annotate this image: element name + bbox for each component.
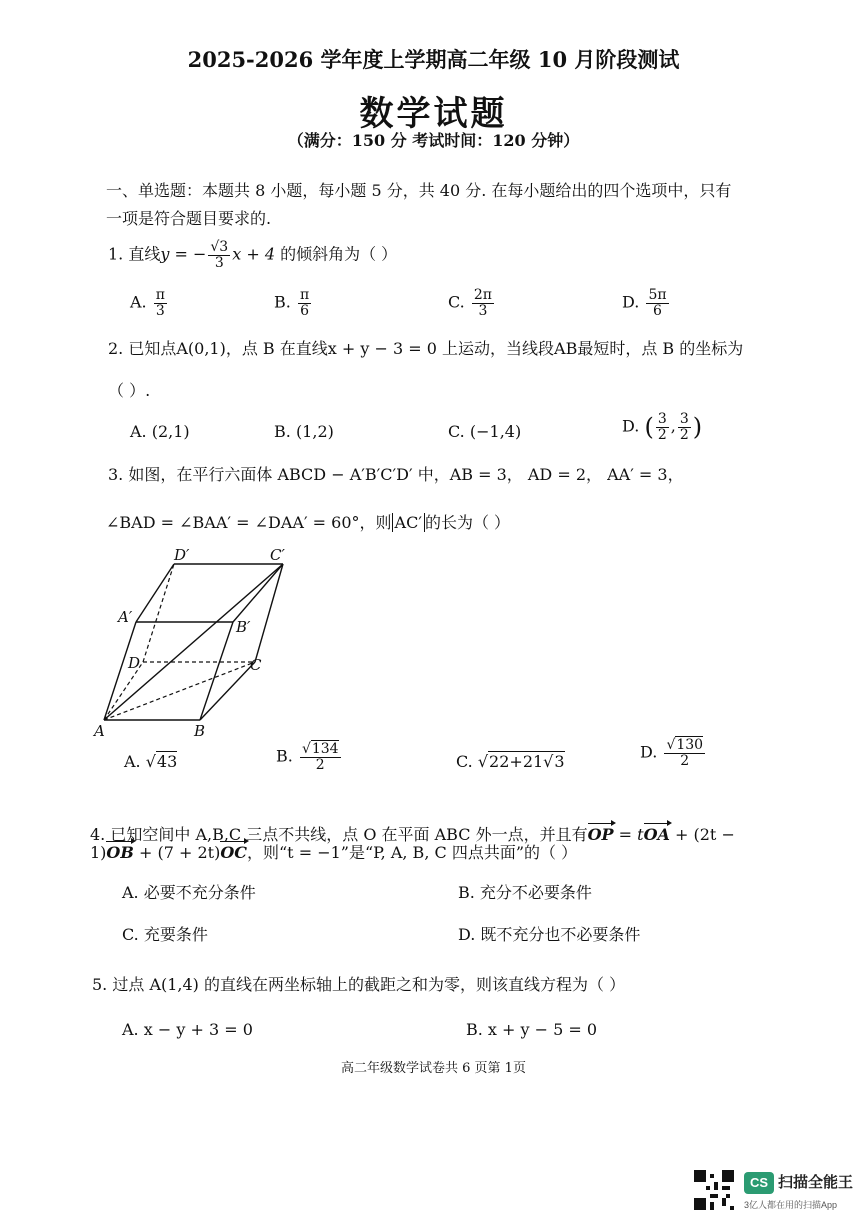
option-text: (−1,4) bbox=[469, 422, 522, 441]
option-label: D. bbox=[640, 742, 658, 762]
question-2-line2: （ ）. bbox=[108, 381, 151, 400]
scanner-app-name: 扫描全能王 bbox=[778, 1174, 854, 1191]
option-fraction bbox=[656, 412, 669, 442]
frac-num: 5π bbox=[648, 287, 667, 303]
q3-option-b bbox=[276, 742, 343, 772]
question-4-line2 bbox=[90, 840, 577, 863]
vector-ob: OB bbox=[106, 843, 134, 862]
frac-den: 6 bbox=[300, 302, 309, 319]
option-fraction bbox=[298, 288, 311, 318]
q1-option-a bbox=[130, 288, 169, 318]
scanner-logo-icon: CS bbox=[744, 1172, 774, 1194]
diagonal-ac-hidden bbox=[104, 662, 255, 720]
frac-num: √130 bbox=[666, 737, 704, 753]
frac-num: 2π bbox=[473, 287, 492, 303]
option-fraction bbox=[646, 288, 668, 318]
page-footer: 高二年级数学试卷共 6 页第 1页 bbox=[341, 1061, 526, 1076]
option-fraction bbox=[678, 412, 691, 442]
q3-option-a: A. √43 bbox=[124, 752, 178, 771]
q4-option-b: B. 充分不必要条件 bbox=[458, 883, 592, 902]
option-label: D. bbox=[622, 416, 640, 436]
option-radicand: 43 bbox=[156, 752, 178, 771]
section-heading-line2: 一项是符合题目要求的. bbox=[106, 209, 272, 228]
option-fraction bbox=[472, 288, 494, 318]
option-fraction bbox=[154, 288, 167, 318]
edge-a1d1 bbox=[136, 564, 174, 622]
edge-bc bbox=[200, 662, 255, 720]
radicand: 134 bbox=[311, 741, 339, 757]
q1-eq-rhs: x + 4 bbox=[232, 244, 275, 264]
option-label: B. bbox=[276, 746, 293, 766]
option-radicand: 22+21√3 bbox=[489, 752, 565, 771]
frac-num: π bbox=[299, 287, 310, 303]
section-heading-line1: 一、单选题：本题共 8 小题，每小题 5 分，共 40 分. 在每小题给出的四个选项中，只有 bbox=[106, 181, 732, 200]
exam-info: （满分：150 分 考试时间：120 分钟） bbox=[287, 131, 580, 150]
radicand: 130 bbox=[676, 737, 704, 753]
q1-prefix: 1. 直线 bbox=[108, 244, 161, 264]
q4-option-c: C. 充要条件 bbox=[122, 925, 208, 944]
q5-option-a: A. x − y + 3 = 0 bbox=[122, 1020, 253, 1039]
diagonal-ac1 bbox=[104, 564, 283, 720]
scanner-tagline: 3亿人都在用的扫描App bbox=[744, 1200, 838, 1210]
option-label: C. bbox=[448, 292, 465, 312]
q4-option-a: A. 必要不充分条件 bbox=[122, 883, 256, 902]
q2-option-d: D. ( $\frac{3}{2}$ , $\frac{3}{2}$ ) bbox=[622, 411, 703, 443]
q3-suffix: 的长为（ ） bbox=[424, 513, 511, 532]
question-3-line2 bbox=[106, 510, 510, 533]
question-1 bbox=[108, 240, 397, 270]
q3-length-abs: AC′ bbox=[392, 513, 425, 532]
q2-option-a bbox=[130, 422, 190, 441]
label-d1: D′ bbox=[174, 546, 190, 564]
q4-text: 4. 已知空间中 A,B,C 三点不共线，点 O 在平面 ABC 外一点，并且有 bbox=[90, 825, 588, 844]
q1-slope-fraction bbox=[208, 240, 230, 270]
option-fraction bbox=[664, 738, 705, 768]
q4-option-d: D. 既不充分也不必要条件 bbox=[458, 925, 641, 944]
question-2-line1: 2. 已知点A(0,1)，点 B 在直线x + y − 3 = 0 上运动，当线段AB最短时，点 B 的坐标为 bbox=[108, 339, 744, 358]
q5-option-b: B. x + y − 5 = 0 bbox=[466, 1020, 598, 1039]
q1-frac-den: 3 bbox=[214, 254, 224, 271]
q3-option-c: C. √22+21√3 bbox=[456, 752, 565, 771]
inner-radicand: 3 bbox=[554, 752, 565, 771]
q4-l2c: ，则“t = −1”是“P, A, B, C 四点共面”的（ ） bbox=[247, 843, 578, 862]
exam-title: 2025-2026 学年度上学期高二年级 10 月阶段测试 bbox=[187, 47, 680, 72]
option-label: D. bbox=[622, 292, 640, 312]
frac-num: √134 bbox=[301, 741, 339, 757]
frac-den: 2 bbox=[315, 756, 325, 773]
q4-eq: = t bbox=[613, 825, 644, 844]
q1-option-c bbox=[448, 288, 496, 318]
frac-num: 3 bbox=[679, 411, 689, 427]
option-fraction bbox=[300, 742, 341, 772]
question-3-line1: 3. 如图，在平行六面体 ABCD − A′B′C′D′ 中，AB = 3， AD = 2， AA′ = 3， bbox=[108, 465, 684, 484]
parallelepiped-figure bbox=[90, 540, 310, 740]
option-label: A. bbox=[130, 292, 147, 312]
q1-eq-lhs: y = − bbox=[160, 244, 207, 264]
frac-den: 3 bbox=[478, 302, 488, 319]
option-label: A. bbox=[124, 752, 141, 771]
q2-option-c bbox=[448, 422, 521, 441]
label-c1: C′ bbox=[270, 546, 285, 564]
q1-suffix: 的倾斜角为（ ） bbox=[280, 244, 398, 264]
label-d: D bbox=[128, 654, 141, 672]
q3-angles: ∠BAD = ∠BAA′ = ∠DAA′ = 60°，则 bbox=[106, 513, 392, 532]
label-b: B bbox=[194, 722, 206, 740]
edge-dd1-hidden bbox=[143, 564, 174, 662]
label-a: A bbox=[94, 722, 105, 740]
option-label: A. bbox=[130, 422, 147, 441]
q1-option-b bbox=[274, 288, 313, 318]
question-5: 5. 过点 A(1,4) 的直线在两坐标轴上的截距之和为零，则该直线方程为（ ） bbox=[92, 975, 626, 994]
q1-option-d bbox=[622, 288, 671, 318]
vector-oc: OC bbox=[220, 843, 247, 862]
qr-code-icon bbox=[694, 1170, 734, 1210]
option-label: C. bbox=[456, 752, 473, 771]
edge-b1c1 bbox=[233, 564, 283, 622]
label-a1: A′ bbox=[118, 608, 133, 626]
option-text: (1,2) bbox=[295, 422, 334, 441]
option-text: (2,1) bbox=[151, 422, 190, 441]
label-c: C bbox=[250, 656, 262, 674]
frac-num: π bbox=[155, 287, 165, 303]
q3-option-d bbox=[640, 738, 707, 768]
frac-den: 2 bbox=[679, 426, 689, 443]
q4-l2b: + (7 + 2t) bbox=[133, 843, 221, 862]
option-label: B. bbox=[274, 422, 291, 441]
frac-num: 3 bbox=[657, 411, 667, 427]
option-label: C. bbox=[448, 422, 465, 441]
q2-option-b bbox=[274, 422, 334, 441]
vector-op: OP bbox=[587, 825, 614, 844]
frac-den: 3 bbox=[155, 302, 165, 319]
edge-bb1 bbox=[200, 622, 233, 720]
q1-frac-num: √3 bbox=[210, 239, 229, 255]
q4-l2a: 1) bbox=[90, 843, 107, 862]
label-b1: B′ bbox=[236, 618, 251, 636]
option-label: B. bbox=[274, 292, 291, 312]
subject-title: 数学试题 bbox=[359, 94, 508, 134]
frac-den: 6 bbox=[653, 302, 662, 319]
frac-den: 2 bbox=[680, 752, 690, 769]
vector-oa: OA bbox=[643, 825, 670, 844]
edge-cc1 bbox=[255, 564, 283, 662]
radicand-part: 22+21 bbox=[489, 752, 544, 771]
frac-den: 2 bbox=[657, 426, 667, 443]
q4-tail: + (2t − bbox=[669, 825, 735, 844]
